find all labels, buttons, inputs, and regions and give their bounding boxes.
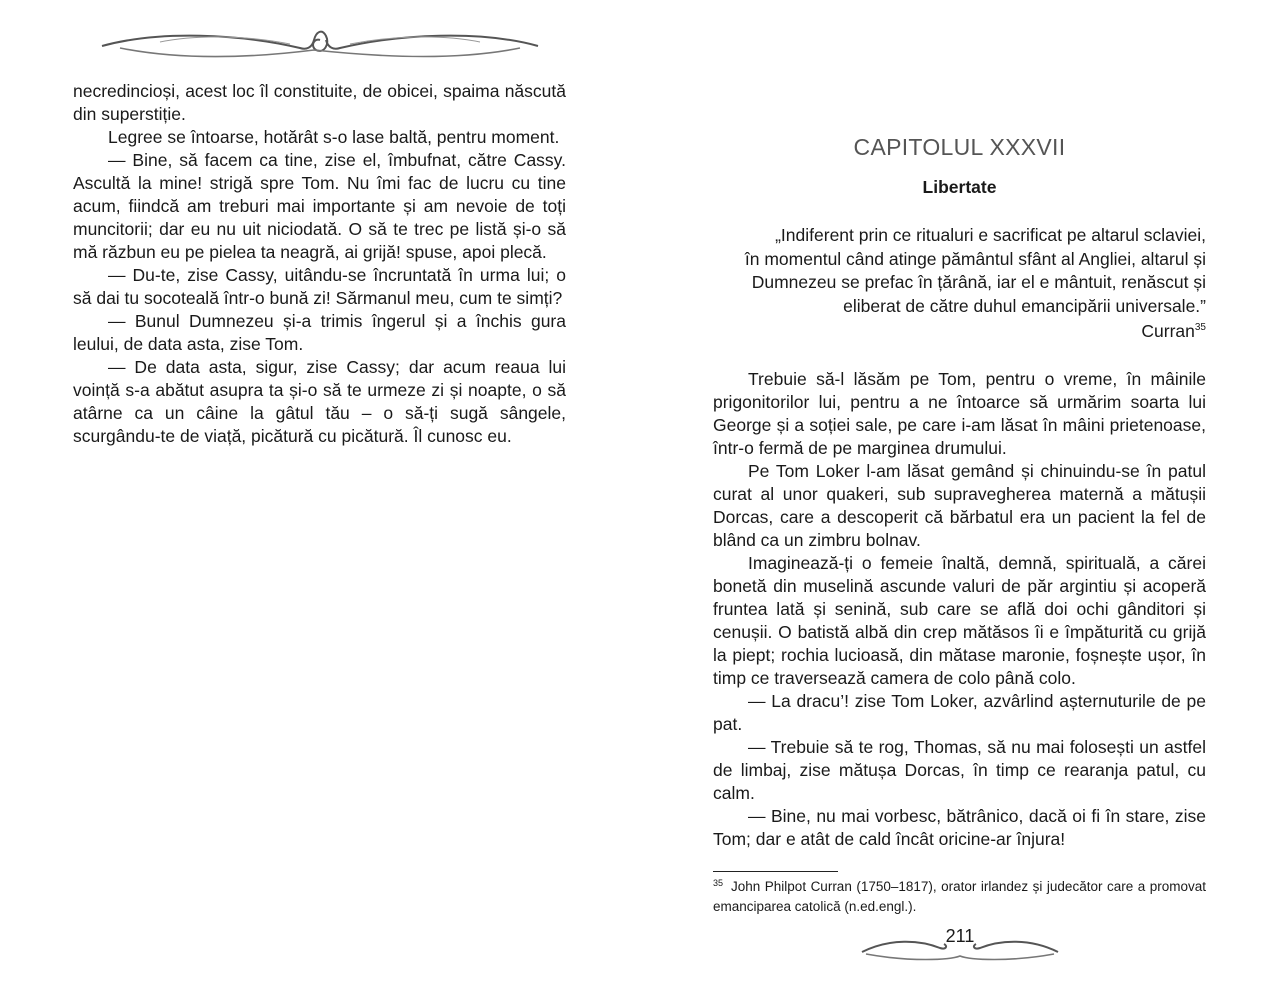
- top-flourish-ornament: [100, 24, 540, 64]
- paragraph: — Bine, să facem ca tine, zise el, îmbufnat, către Cassy. Ascultă la mine! strigă spre Tom. Nu îmi fac de lucru cu tine acum, fiindcă am treburi mai importante și am nevoie de toți muncitorii; dar eu nu uit niciodată. O să te trec pe listă și-o să mă răzbun eu pe pielea ta neagră, ai grijă! spuse, apoi plecă.: [73, 150, 566, 262]
- paragraph: — Bine, nu mai vorbesc, bătrânico, dacă oi fi în stare, zise Tom; dar e atât de cald încât oricine-ar înjura!: [713, 806, 1206, 849]
- paragraph: — Trebuie să te rog, Thomas, să nu mai folosești un astfel de limbaj, zise mătușa Dorcas, în timp ce rearanja patul, cu calm.: [713, 737, 1206, 803]
- epigraph-line: eliberat de către duhul emancipării universale.”: [843, 295, 1206, 316]
- footnote-reference[interactable]: 35: [1194, 322, 1206, 334]
- paragraph: necredincioși, acest loc îl constituite, de obicei, spaima născută din superstiție.: [73, 81, 566, 124]
- epigraph-author: [713, 321, 1206, 342]
- epigraph: [713, 224, 1206, 318]
- footnote-divider: [713, 871, 838, 872]
- right-body-text: [713, 368, 1206, 851]
- right-page: [640, 0, 1280, 984]
- epigraph-line: „Indiferent prin ce ritualuri e sacrificat pe altarul sclaviei,: [775, 225, 1206, 245]
- paragraph: — La dracu’! zise Tom Loker, azvârlind așternuturile de pe pat.: [713, 691, 1206, 734]
- paragraph: — Du-te, zise Cassy, uitându-se încruntată în urma lui; o să dai tu socoteală într-o bună zi! Sărmanul meu, cum te simți?: [73, 265, 566, 308]
- left-body-text: [73, 80, 566, 448]
- paragraph: Legree se întoarse, hotărât s-o lase baltă, pentru moment.: [108, 127, 560, 147]
- chapter-subtitle: Libertate: [922, 177, 997, 197]
- page-number: 211: [945, 926, 975, 946]
- epigraph-author-name: Curran: [1141, 321, 1195, 341]
- footnote-number: 35: [713, 877, 724, 888]
- paragraph: — De data asta, sigur, zise Cassy; dar acum reaua lui voință s-a abătut asupra ta și-o să te urmeze zi și noapte, o să atârne ca un câine la gâtul tău – o să-ți sugă sângele, scurgându-te de viață, picătură cu picătură. Îl cunosc eu.: [73, 357, 566, 446]
- paragraph: — Bunul Dumnezeu și-a trimis îngerul și a închis gura leului, de data asta, zise Tom.: [73, 311, 566, 354]
- paragraph: Pe Tom Loker l-am lăsat gemând și chinuindu-se în patul curat al unor quakeri, sub supravegherea maternă a mătușii Dorcas, care a descoperit că bărbatul era un pacient la fel de blând ca un zimbru bolnav.: [713, 461, 1206, 550]
- chapter-title: CAPITOLUL XXXVII: [853, 134, 1066, 160]
- paragraph: Imaginează-ți o femeie înaltă, demnă, spirituală, a cărei bonetă din muselină ascunde valuri de păr argintiu și acoperă fruntea lată și senină, sub care se află doi ochi gânditori și cenușii. O batistă albă din crep mătăsos îi e împăturită cu grijă la piept; rochia lucioasă, din mătase maronie, foșnește ușor, în timp ce traversează camera de colo până colo.: [713, 553, 1206, 688]
- epigraph-line: în momentul când atinge pământul sfânt al Angliei, altarul și: [744, 248, 1206, 269]
- footnote: [713, 877, 1206, 917]
- paragraph: Trebuie să-l lăsăm pe Tom, pentru o vreme, în mâinile prigonitorilor lui, pentru a ne întoarce să urmărim soarta lui George și a soției sale, pe care i-am lăsat în mâini prietenoase, într-o fermă de pe marginea drumului.: [713, 369, 1206, 458]
- footnote-text: John Philpot Curran (1750–1817), orator irlandez și judecător care a promovat emanciparea catolică (n.ed.engl.).: [713, 879, 1206, 914]
- epigraph-line: Dumnezeu se prefac în țărână, iar el e mântuit, renăscut și: [751, 272, 1206, 292]
